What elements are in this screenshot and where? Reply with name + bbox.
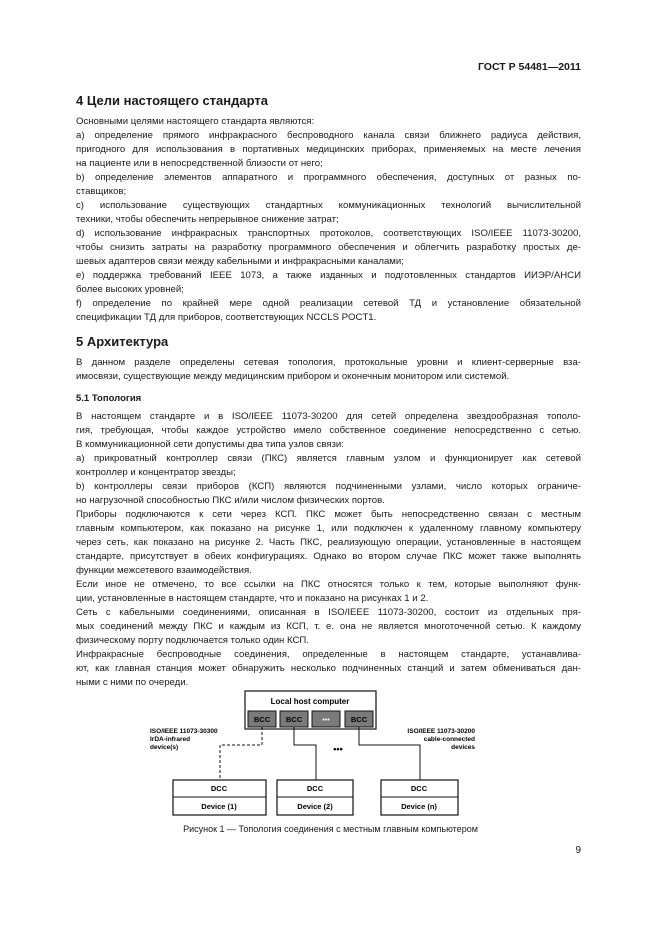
text-line: а) определение прямого инфракрасного беспроводного канала связи ближнего радиуса действия,	[76, 130, 581, 141]
section-5-1-title: 5.1 Топология	[76, 393, 142, 404]
device-label: Device (1)	[201, 802, 237, 811]
cable-link	[294, 727, 316, 780]
text-line: но нагрузочной способностью ПКС и/или числом физических портов.	[76, 495, 385, 506]
text-line: более высоких уровней;	[76, 284, 184, 295]
text-line: f) определение по крайней мере одной реализации сетевой ТД и установление обязательной	[76, 298, 581, 309]
text-line: функции межсетевого взаимодействия.	[76, 565, 252, 576]
text-line: В коммуникационной сети допустимы два типа узлов связи:	[76, 439, 344, 450]
text-line: физическому порту подключается только один КСП.	[76, 635, 309, 646]
bcc-label: BCC	[285, 715, 303, 724]
infrared-link	[220, 727, 262, 782]
bcc-label: BCC	[350, 715, 368, 724]
text-line: на пациенте или в непосредственной близости от него;	[76, 158, 323, 169]
text-line: d) использование инфракрасных транспортных протоколов, соответствующих ISO/IEEE 11073-30200,	[76, 228, 581, 239]
left-note-line: ISO/IEEE 11073-30300	[150, 728, 218, 735]
text-line: контроллер и концентратор звезды;	[76, 467, 236, 478]
right-note-line: cable-connected	[423, 736, 475, 743]
left-note-line: device(s)	[150, 744, 179, 751]
text-line: через сеть, как показано на рисунке 2. Часть ПКС, реализующую операции, установленные в настоящем	[76, 537, 581, 548]
dcc-label: DCC	[306, 784, 324, 793]
text-line: с) использование существующих стандартных коммуникационных технологий вычислительной	[76, 200, 581, 211]
host-label: Local host computer	[270, 697, 350, 706]
text-line: В настоящем стандарте и в ISO/IEEE 11073-30200 для сетей определена звездообразная тополо-	[76, 411, 581, 422]
text-line: Инфракрасные беспроводные соединения, определенные в настоящем стандарте, устанавлива-	[76, 649, 581, 660]
text-line: ции, установленные в настоящем стандарте, что и показано на рисунках 1 и 2.	[76, 593, 429, 604]
right-note-line: ISO/IEEE 11073-30200	[407, 728, 475, 735]
text-line: Сеть с кабельными соединениями, описанная в ISO/IEEE 11073-30200, состоит из отдельных пря-	[76, 607, 581, 618]
left-note-line: IrDA-infrared	[150, 736, 191, 743]
text-line: мых соединений между ПКС и каждым из КСП, т. е. она не является многоточечной сетью. К каждому	[76, 621, 581, 632]
text-line: b) контроллеры связи приборов (КСП) являются подчиненными узлами, число которых ограниче-	[76, 481, 581, 492]
text-line: b) определение элементов аппаратного и программного обеспечения, доступных от разных по-	[76, 172, 581, 183]
text-line: чтобы снизить затраты на разработку программного обеспечения и облегчить разработку простых де-	[76, 242, 581, 253]
text-line: гия, требующая, чтобы каждое устройство имело собственное соединение непосредственно с сетью.	[76, 425, 581, 436]
section-4-title: 4 Цели настоящего стандарта	[76, 93, 268, 108]
device-label: Device (2)	[297, 802, 333, 811]
text-line: е) поддержка требований IEEE 1073, а также изданных и подготовленных стандартов ИИЭР/АНСИ	[76, 270, 581, 281]
bcc-label: BCC	[253, 715, 271, 724]
text-line: Приборы подключаются к сети через КСП. ПКС может быть непосредственно связан с местным	[76, 509, 581, 520]
text-line: Если иное не отмечено, то все ссылки на ПКС относятся только к тем, которые выполняют функ-	[76, 579, 581, 590]
dcc-label: DCC	[410, 784, 428, 793]
text-line: техники, чтобы обеспечить непрерывное снижение затрат;	[76, 214, 339, 225]
bcc-ellipsis: •••	[322, 717, 330, 724]
text-line: Основными целями настоящего стандарта являются:	[76, 116, 315, 127]
text-line: шевых адаптеров связи между кабельными и инфракрасными каналами;	[76, 256, 404, 267]
page-number: 9	[575, 845, 581, 856]
text-line: ставщиков;	[76, 186, 127, 197]
text-line: имосвязи, существующие между медицинским прибором и оконечным монитором или системой.	[76, 371, 510, 382]
text-line: пригодного для использования в портативных медицинских приборах, применяемых на месте лечения	[76, 144, 581, 155]
more-devices-dots: •••	[333, 744, 343, 754]
device-label: Device (n)	[401, 802, 437, 811]
right-note-line: devices	[451, 744, 475, 751]
figure-caption: Рисунок 1 — Топология соединения с местным главным компьютером	[183, 824, 478, 834]
text-line: В данном разделе определены сетевая топология, протокольные уровни и клиент-серверные вза-	[76, 357, 581, 368]
section-5-title: 5 Архитектура	[76, 334, 169, 349]
text-line: главным компьютером, как показано на рисунке 1, или подключен к удаленному главному компьютеру	[76, 523, 581, 534]
text-line: стандарте, присутствует в обеих конфигурациях. Однако во втором случае ПКС может также выполнять	[76, 551, 581, 562]
text-line: а) прикроватный контроллер связи (ПКС) является главным узлом и функционирует как сетевой	[76, 453, 581, 464]
dcc-label: DCC	[210, 784, 228, 793]
standard-id: ГОСТ Р 54481—2011	[477, 61, 581, 73]
text-line: ют, как главная станция может обнаружить несколько подчиненных станций и затем обмениваться дан-	[76, 663, 581, 674]
text-line: спецификации ТД для приборов, соответствующих NCCLS POCT1.	[76, 312, 377, 323]
text-line: ными с ними по очереди.	[76, 677, 189, 688]
